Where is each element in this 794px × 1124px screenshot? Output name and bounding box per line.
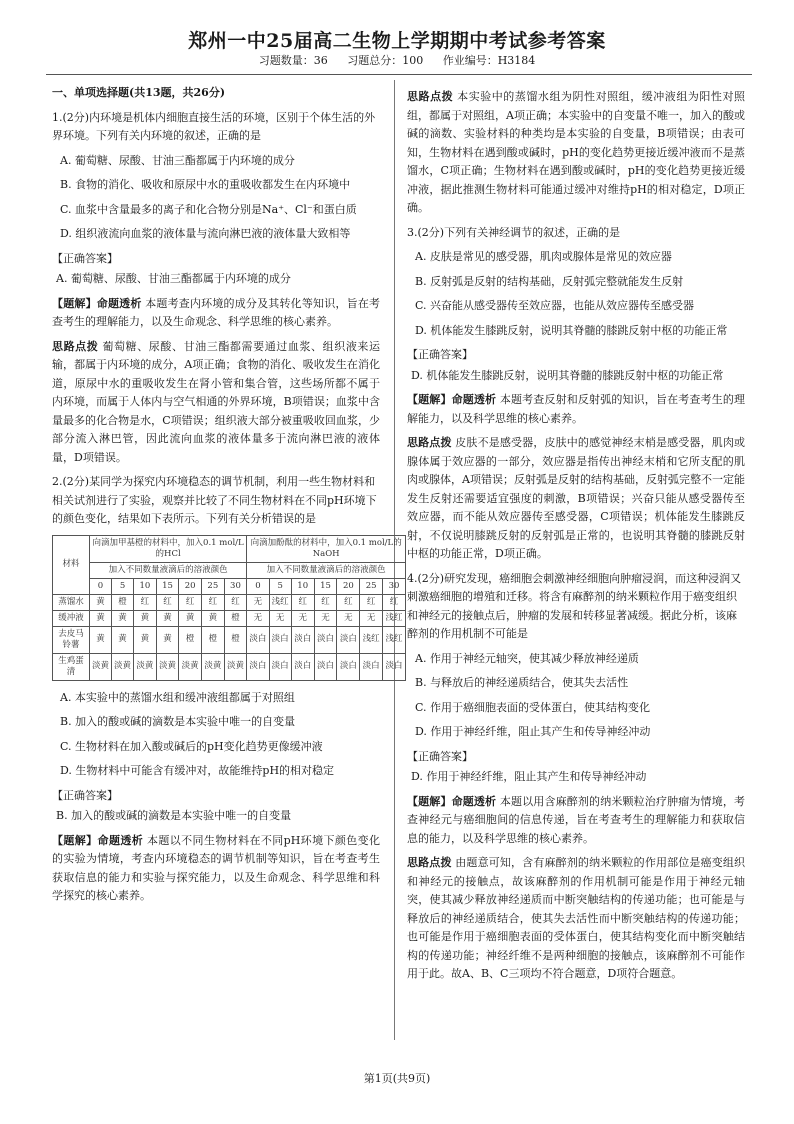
question-3 [407, 224, 745, 564]
material-name: 生鸡蛋清 [53, 653, 90, 680]
header-rule [46, 74, 752, 75]
color-cell: 无 [247, 594, 269, 610]
color-cell: 黄 [89, 594, 111, 610]
question-2 [52, 473, 403, 906]
explanation-heading: 【题解】命题透析 [407, 794, 497, 808]
option-a: A. 葡萄糖、尿酸、甘油三酯都属于内环境的成分 [60, 153, 295, 167]
table-row [53, 626, 406, 653]
explanation [407, 391, 745, 428]
material-name: 去皮马铃薯 [53, 626, 90, 653]
color-cell: 淡白 [383, 653, 406, 680]
color-cell: 淡白 [337, 653, 360, 680]
explanation [407, 793, 745, 849]
color-cell: 淡白 [337, 626, 360, 653]
color-cell: 黄 [179, 610, 202, 626]
color-cell: 无 [247, 610, 269, 626]
explanation-text: 本题以用含麻醉剂的纳米颗粒治疗肿瘤为情境，考查神经元与癌细胞间的信息传递，旨在考查考生的理解能力和获取信息的能力，以及科学思维的核心素养。 [407, 794, 746, 845]
color-cell: 淡白 [247, 626, 269, 653]
solution-idea [52, 338, 380, 468]
question-count: 习题数量：36 [258, 54, 328, 67]
answer-label: 【正确答案】 [52, 788, 118, 802]
table-row [53, 653, 406, 680]
drops-cell: 0 [247, 578, 269, 594]
explanation-text: 本题以不同生物材料在不同pH环境下颜色变化的实验为情境，考查内环境稳态的调节机制等知识，旨在考查考生获取信息的能力和实验与探究能力，以及生命观念、科学思维和科学探究的核心素养。 [52, 833, 381, 902]
solution-heading: 思路点拨 [52, 339, 99, 353]
table-header-base: 向滴加酚酞的材料中，加入0.1 mol/L的NaOH [247, 535, 406, 562]
table-drops-row [53, 578, 406, 594]
color-cell: 橙 [224, 610, 247, 626]
color-cell: 红 [202, 594, 225, 610]
question-stem: 3.(2分)下列有关神经调节的叙述，正确的是 [407, 225, 621, 239]
correct-answer: B. 加入的酸或碱的滴数是本实验中唯一的自变量 [56, 809, 292, 822]
question-stem: 2.(2分)某同学为探究内环境稳态的调节机制，利用一些生物材料和相关试剂进行了实验，观察并比较了不同生物材料在不同pH环境下的颜色变化，结果如下表所示。下列有关分析错误的是 [52, 475, 377, 525]
color-cell: 淡白 [314, 626, 337, 653]
color-cell: 黄 [156, 626, 179, 653]
drops-cell: 0 [89, 578, 111, 594]
option-a: A. 本实验中的蒸馏水组和缓冲液组都属于对照组 [60, 690, 295, 704]
question-1 [52, 109, 380, 468]
solution-text: 皮肤不是感受器，皮肤中的感觉神经末梢是感受器，肌肉或腺体属于效应器的一部分，效应器是指传出神经末梢和它所支配的肌肉或腺体，A项错误；反射弧是反射的结构基础，反射弧完整不一定能发生反射还需要适宜强度的刺激，B项错误；兴奋只能从感受器传至效应器，而不能从效应器传至感受器，C项错误；机体能发生膝跳反射，不仅说明膝跳反射的反射弧是正常的，也说明其脊髓的膝跳反射中枢的功能正常，D项正确。 [407, 436, 746, 560]
color-cell: 无 [291, 610, 314, 626]
explanation [52, 832, 380, 906]
drops-cell: 10 [291, 578, 314, 594]
answer-label: 【正确答案】 [52, 251, 118, 265]
color-cell: 淡白 [269, 653, 291, 680]
color-cell: 红 [156, 594, 179, 610]
color-cell: 淡黄 [89, 653, 111, 680]
answer-label: 【正确答案】 [407, 348, 473, 361]
explanation-heading: 【题解】命题透析 [407, 393, 497, 406]
exam-meta [0, 52, 794, 68]
drops-cell: 30 [383, 578, 406, 594]
color-cell: 淡白 [360, 653, 383, 680]
drops-cell: 25 [202, 578, 225, 594]
color-cell: 黄 [134, 610, 157, 626]
drops-cell: 20 [179, 578, 202, 594]
table-header-acid: 向滴加甲基橙的材料中，加入0.1 mol/L的HCl [89, 535, 246, 562]
color-cell: 无 [269, 610, 291, 626]
solution-idea [407, 854, 745, 984]
color-cell: 浅红 [269, 594, 291, 610]
color-cell: 黄 [156, 610, 179, 626]
material-name: 缓冲液 [53, 610, 90, 626]
solution-text: 本实验中的蒸馏水组为阴性对照组，缓冲液组为阳性对照组，都属于对照组，A项正确；本实验中的自变量不唯一，加入的酸或碱的滴数、实验材料的种类均是本实验的自变量，B项错误；由表可知，生物材料在遇到酸或碱时，pH的变化趋势更接近缓冲液而不是蒸馏水，C项正确；生物材料在遇到酸或碱时，pH的变化趋势更接近缓冲液，据此推测生物材料可能通过缓冲对维持pH的相对稳定，D项正确。 [407, 90, 745, 214]
option-c: C. 作用于癌细胞表面的受体蛋白，使其结构变化 [415, 700, 651, 714]
color-cell: 黄 [202, 610, 225, 626]
color-cell: 黄 [89, 610, 111, 626]
explanation-heading: 【题解】命题透析 [52, 833, 144, 847]
explanation-text: 本题考查内环境的成分及其转化等知识，旨在考查考生的理解能力，以及生命观念、科学思维的核心素养。 [52, 296, 381, 328]
color-cell: 浅红 [383, 626, 406, 653]
option-b: B. 反射弧是反射的结构基础，反射弧完整就能发生反射 [415, 274, 684, 288]
drops-cell: 20 [337, 578, 360, 594]
color-cell: 黄 [89, 626, 111, 653]
option-a: A. 皮肤是常见的感受器，肌肉或腺体是常见的效应器 [415, 250, 672, 263]
color-cell: 无 [314, 610, 337, 626]
color-cell: 淡白 [314, 653, 337, 680]
color-cell: 橙 [202, 626, 225, 653]
color-cell: 橙 [224, 626, 247, 653]
option-d: D. 机体能发生膝跳反射，说明其脊髓的膝跳反射中枢的功能正常 [415, 323, 728, 337]
option-c: C. 兴奋能从感受器传至效应器，也能从效应器传至感受器 [415, 299, 695, 312]
correct-answer: D. 机体能发生膝跳反射，说明其脊髓的膝跳反射中枢的功能正常 [411, 368, 724, 382]
color-cell: 红 [134, 594, 157, 610]
table-subheader-base: 加入不同数量液滴后的溶液颜色 [247, 562, 406, 578]
question-4 [407, 570, 745, 984]
color-cell: 红 [360, 594, 383, 610]
explanation-text: 本题考查反射和反射弧的知识，旨在考查考生的理解能力，以及科学思维的核心素养。 [407, 393, 746, 425]
solution-heading: 思路点拨 [407, 436, 452, 449]
color-cell: 橙 [112, 594, 134, 610]
explanation-heading: 【题解】命题透析 [52, 296, 142, 310]
color-cell: 黄 [112, 610, 134, 626]
right-column [407, 84, 745, 990]
color-cell: 淡白 [291, 653, 314, 680]
option-c: C. 血浆中含量最多的离子和化合物分别是Na⁺、Cl⁻和蛋白质 [60, 202, 357, 216]
drops-cell: 15 [156, 578, 179, 594]
color-cell: 淡白 [291, 626, 314, 653]
option-d: D. 组织液流向血浆的液体量与流向淋巴液的液体量大致相等 [60, 227, 351, 240]
page-title: 郑州一中25届高二生物上学期期中考试参考答案 [188, 30, 606, 52]
table-body [53, 594, 406, 680]
color-cell: 浅红 [360, 626, 383, 653]
table-row [53, 610, 406, 626]
drops-cell: 15 [314, 578, 337, 594]
color-cell: 淡黄 [224, 653, 247, 680]
drops-cell: 5 [112, 578, 134, 594]
color-cell: 橙 [179, 626, 202, 653]
color-cell: 黄 [112, 626, 134, 653]
table-subheader-acid: 加入不同数量液滴后的溶液颜色 [89, 562, 246, 578]
option-a: A. 作用于神经元轴突，使其减少释放神经递质 [415, 651, 639, 665]
solution-heading: 思路点拨 [407, 856, 452, 869]
drops-cell: 10 [134, 578, 157, 594]
color-cell: 红 [314, 594, 337, 610]
solution-heading: 思路点拨 [407, 90, 454, 103]
color-cell: 黄 [134, 626, 157, 653]
option-d: D. 作用于神经纤维，阻止其产生和传导神经冲动 [415, 725, 651, 738]
color-cell: 淡黄 [112, 653, 134, 680]
color-cell: 红 [383, 594, 406, 610]
color-cell: 无 [360, 610, 383, 626]
option-d: D. 生物材料中可能含有缓冲对，故能维持pH的相对稳定 [60, 764, 335, 777]
color-cell: 淡白 [269, 626, 291, 653]
color-cell: 淡白 [247, 653, 269, 680]
option-b: B. 与释放后的神经递质结合，使其失去活性 [415, 676, 629, 689]
section-heading: 一、单项选择题(共13题，共26分) [52, 86, 226, 99]
material-name: 蒸馏水 [53, 594, 90, 610]
solution-idea [407, 434, 745, 564]
left-column [52, 84, 403, 912]
answer-label: 【正确答案】 [407, 749, 473, 763]
color-cell: 淡黄 [202, 653, 225, 680]
correct-answer: A. 葡萄糖、尿酸、甘油三酯都属于内环境的成分 [56, 272, 291, 285]
experiment-table [52, 535, 406, 681]
correct-answer: D. 作用于神经纤维，阻止其产生和传导神经冲动 [411, 770, 647, 783]
table-row [53, 594, 406, 610]
option-c: C. 生物材料在加入酸或碱后的pH变化趋势更像缓冲液 [60, 739, 323, 753]
explanation [52, 295, 380, 332]
color-cell: 红 [224, 594, 247, 610]
color-cell: 淡黄 [156, 653, 179, 680]
question-stem: 4.(2分)研究发现，癌细胞会刺激神经细胞向肿瘤浸润，而这种浸润又刺激癌细胞的增殖和迁移。将含有麻醉剂的纳米颗粒作用于癌变组织和神经元的接触点后，肿瘤的发展和转移显著减缓。据此分析，该麻醉剂的作用机制不可能是 [407, 571, 742, 640]
table-header-material: 材料 [53, 535, 90, 594]
drops-cell: 5 [269, 578, 291, 594]
assignment-code: 作业编号：H3184 [442, 54, 536, 67]
page-footer: 第1页(共9页) [363, 1072, 431, 1085]
color-cell: 浅红 [383, 610, 406, 626]
color-cell: 红 [291, 594, 314, 610]
total-score: 习题总分：100 [347, 54, 424, 67]
option-b: B. 加入的酸或碱的滴数是本实验中唯一的自变量 [60, 715, 296, 728]
color-cell: 淡黄 [134, 653, 157, 680]
question-stem: 1.(2分)内环境是机体内细胞直接生活的环境，区别于个体生活的外界环境。下列有关内环境的叙述，正确的是 [52, 110, 376, 142]
solution-text: 葡萄糖、尿酸、甘油三酯都需要通过血浆、组织液来运输，都属于内环境的成分，A项正确；食物的消化、吸收发生在消化道，原尿中水的重吸收发生在肾小管和集合管，这些场所都不属于内环境，而属于人体内与空气相通的外界环境，B项错误；血浆中含量最多的化合物是水，C项错误；组织液大部分被重吸收回血浆，少部分流入淋巴管，因此流向血浆的液体量多于流向淋巴液的液体量，D项错误。 [52, 339, 381, 464]
color-cell: 无 [337, 610, 360, 626]
drops-cell: 30 [224, 578, 247, 594]
color-cell: 淡黄 [179, 653, 202, 680]
drops-cell: 25 [360, 578, 383, 594]
option-b: B. 食物的消化、吸收和原尿中水的重吸收都发生在内环境中 [60, 178, 351, 191]
solution-text: 由题意可知，含有麻醉剂的纳米颗粒的作用部位是癌变组织和神经元的接触点，故该麻醉剂的作用机制可能是作用于神经元轴突，使其减少释放神经递质而中断突触结构的传递功能；也可能是与释放后的神经递质结合，使其失去活性而中断突触结构的传递功能；也可能是作用于癌细胞表面的受体蛋白，使其结构变化而中断突触结构的传递功能；神经纤维不是两种细胞的接触点，该麻醉剂不可能作用于此。故A、B、C三项均不符合题意，D项符合题意。 [407, 856, 746, 980]
solution-idea [407, 88, 745, 218]
color-cell: 红 [337, 594, 360, 610]
color-cell: 红 [179, 594, 202, 610]
